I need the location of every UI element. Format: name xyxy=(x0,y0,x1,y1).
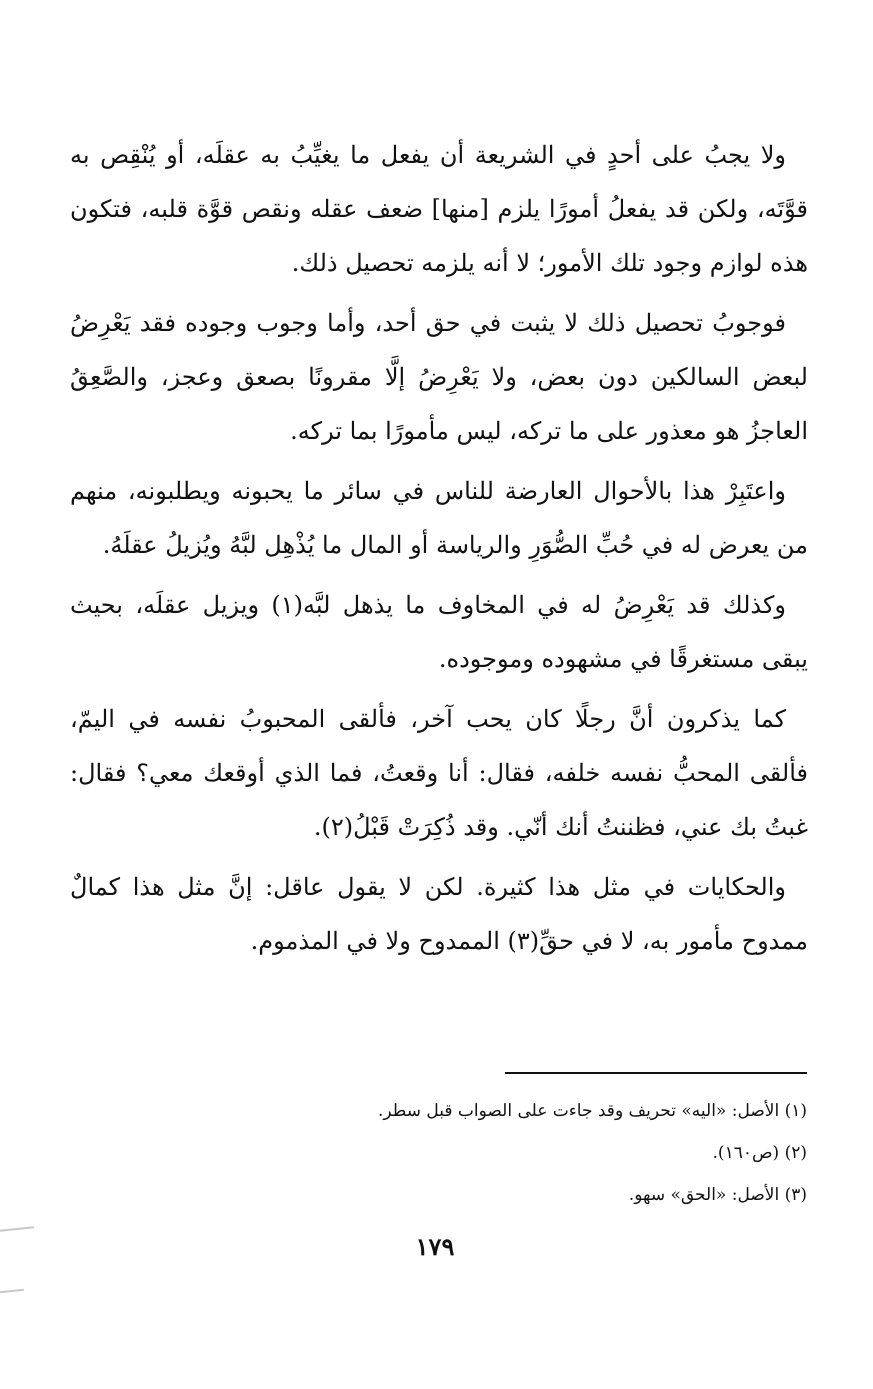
main-text xyxy=(70,128,808,974)
paragraph: فوجوبُ تحصيل ذلك لا يثبت في حق أحد، وأما وجوب وجوده فقد يَعْرِضُ لبعض السالكين دون بعض، ولا يَعْرِضُ إلَّا مقرونًا بصعق وعجز، والصَّعِقُ العاجزُ هو معذور على ما تركه، ليس مأمورًا بما تركه. xyxy=(70,309,808,445)
paragraph: والحكايات في مثل هذا كثيرة. لكن لا يقول عاقل: إنَّ مثل هذا كمالٌ ممدوح مأمور به، لا في حقِّ(٣) الممدوح ولا في المذموم. xyxy=(70,873,808,955)
scan-margin-mark xyxy=(0,1226,34,1232)
paragraph: ولا يجبُ على أحدٍ في الشريعة أن يفعل ما يغيِّبُ به عقلَه، أو يُنْقِص به قوَّتَه، ولكن قد يفعلُ أمورًا يلزم [منها] ضعف عقله ونقص قوَّة قلبه، فتكون هذه لوازم وجود تلك الأمور؛ لا أنه يلزمه تحصيل ذلك. xyxy=(70,141,808,277)
footnotes xyxy=(200,1090,807,1216)
paragraph: وكذلك قد يَعْرِضُ له في المخاوف ما يذهل لبَّه(١) ويزيل عقلَه، بحيث يبقى مستغرقًا في مشهوده وموجوده. xyxy=(70,591,808,673)
paragraph: كما يذكرون أنَّ رجلًا كان يحب آخر، فألقى المحبوبُ نفسه في اليمّ، فألقى المحبُّ نفسه خلفه، فقال: أنا وقعتُ، فما الذي أوقعك معي؟ فقال: غبتُ بك عني، فظننتُ أنك أنّي. وقد ذُكِرَتْ قَبْلُ(٢). xyxy=(70,705,808,841)
scan-margin-mark xyxy=(0,1289,24,1293)
footnote-1: (١) الأصل: «اليه» تحريف وقد جاءت على الصواب قبل سطر. xyxy=(377,1101,807,1121)
paragraph: واعتَبِرْ هذا بالأحوال العارضة للناس في سائر ما يحبونه ويطلبونه، منهم من يعرض له في حُبِّ الصُّوَرِ والرياسة أو المال ما يُذْهِل لبَّهُ ويُزيلُ عقلَهُ. xyxy=(70,477,808,559)
footnote-3: (٣) الأصل: «الحق» سهو. xyxy=(628,1185,807,1205)
footnote-2: (٢) (ص١٦٠). xyxy=(712,1143,807,1163)
footnote-separator xyxy=(505,1072,807,1074)
page-number: ١٧٩ xyxy=(415,1232,455,1261)
